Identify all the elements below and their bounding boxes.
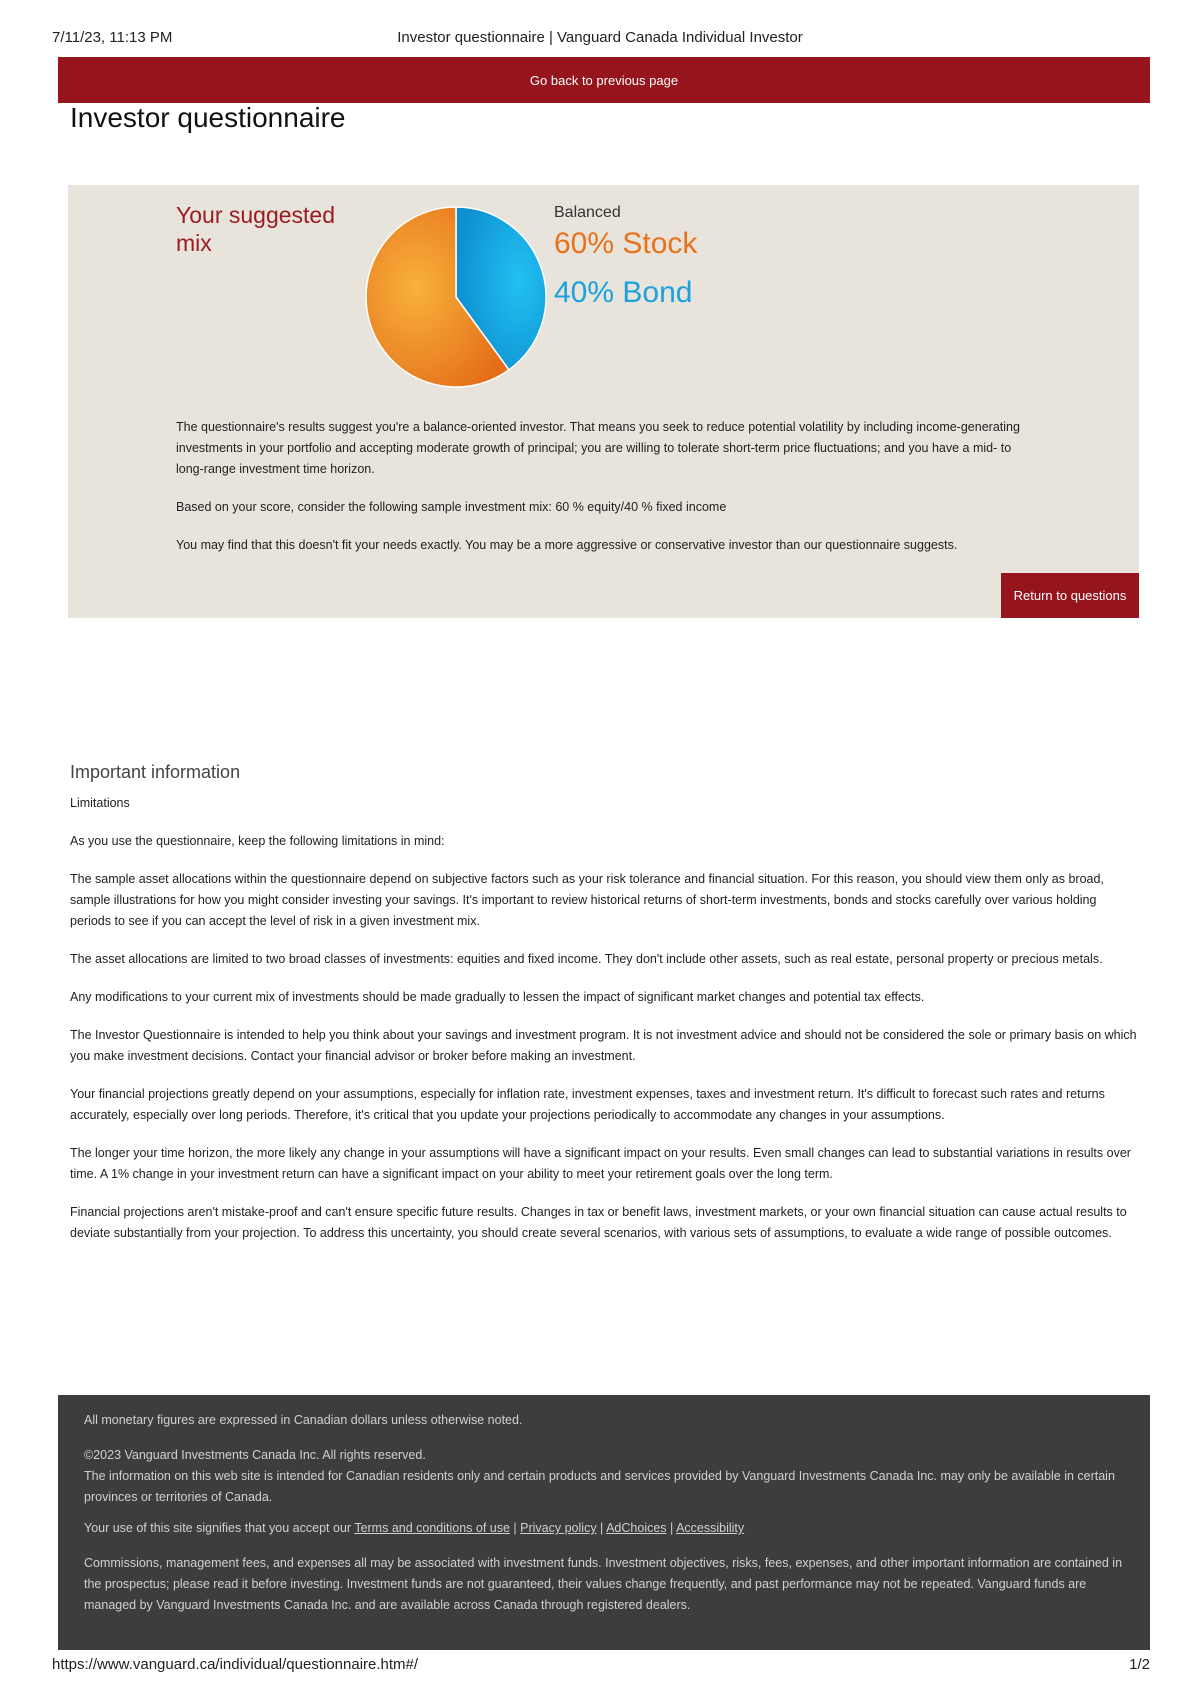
page-title: Investor questionnaire (70, 102, 346, 133)
terms-link[interactable]: Terms and conditions of use (354, 1521, 510, 1535)
important-information-heading: Important information (70, 762, 241, 782)
currency-note: All monetary figures are expressed in Canadian dollars unless otherwise noted. (84, 1413, 523, 1427)
privacy-policy-link[interactable]: Privacy policy (520, 1521, 597, 1535)
result-paragraph: Based on your score, consider the following sample investment mix: 60 % equity/40 % fixed income (176, 500, 727, 514)
limitation-paragraph: The Investor Questionnaire is intended to help you think about your savings and investment program. It is not investment advice and should not be considered the sole or primary basis on which you make investment decisions. Contact your financial advisor or broker before making an investment. (70, 1028, 1137, 1063)
terms-prefix: Your use of this site signifies that you accept our (84, 1521, 355, 1535)
site-footer (58, 1395, 1150, 1650)
print-document-title: Investor questionnaire | Vanguard Canada Individual Investor (397, 29, 803, 46)
limitation-paragraph: The asset allocations are limited to two broad classes of investments: equities and fixed income. They don't include other assets, such as real estate, personal property or precious metals. (70, 952, 1103, 966)
limitation-paragraph: Your financial projections greatly depend on your assumptions, especially for inflation rate, investment expenses, taxes and investment return. It's difficult to forecast such rates and returns accurately, especially over long periods. Therefore, it's critical that you update your projections periodically to accommodate any changes in your assumptions. (70, 1087, 1105, 1122)
print-page-number: 1/2 (1129, 1656, 1150, 1673)
back-to-previous-page-link[interactable]: Go back to previous page (58, 57, 1150, 103)
copyright-block (84, 1445, 1134, 1508)
result-description (176, 417, 1036, 573)
accessibility-link[interactable]: Accessibility (676, 1521, 745, 1535)
result-panel (68, 185, 1139, 618)
terms-line (84, 1518, 1134, 1539)
important-information-section (70, 762, 1140, 1261)
residency-note: The information on this web site is intended for Canadian residents only and certain products and services provided by Vanguard Investments Canada Inc. may only be available in certain provinces or territories of Canada. (84, 1469, 1115, 1504)
limitations-intro: As you use the questionnaire, keep the following limitations in mind: (70, 834, 445, 848)
limitation-paragraph: Financial projections aren't mistake-proof and can't ensure specific future results. Changes in tax or benefit laws, investment markets, or your own financial situation can cause actual results to deviate substantially from your projection. To address this uncertainty, you should create several scenarios, with various sets of assumptions, to evaluate a wide range of possible outcomes. (70, 1205, 1127, 1240)
print-datetime: 7/11/23, 11:13 PM (52, 29, 173, 46)
adchoices-link[interactable]: AdChoices (606, 1521, 667, 1535)
return-to-questions-button[interactable]: Return to questions (1001, 573, 1139, 618)
limitations-subheading: Limitations (70, 796, 130, 810)
limitation-paragraph: Any modifications to your current mix of investments should be made gradually to lessen the impact of significant market changes and potential tax effects. (70, 990, 925, 1004)
link-separator: | (596, 1521, 607, 1535)
allocation-pie-chart (364, 205, 548, 389)
link-separator: | (666, 1521, 677, 1535)
bond-allocation-label: 40% Bond (554, 276, 693, 309)
fund-disclaimer: Commissions, management fees, and expenses all may be associated with investment funds. Investment objectives, risks, fees, expenses, and other important information are contained in the prospectus; please read it before investing. Investment funds are not guaranteed, their values change frequently, and past performance may not be repeated. Vanguard funds are managed by Vanguard Investments Canada Inc. and are available across Canada through registered dealers. (84, 1556, 1123, 1612)
print-header (0, 0, 1200, 52)
limitation-paragraph: The longer your time horizon, the more likely any change in your assumptions will have a significant impact on your results. Even small changes can lead to substantial variations in results over time. A 1% change in your investment return can have a significant impact on your ability to meet your retirement goals over the long term. (70, 1146, 1131, 1181)
suggested-mix-heading: Your suggested mix (176, 202, 336, 256)
mix-name: Balanced (554, 204, 621, 221)
limitation-paragraph: The sample asset allocations within the questionnaire depend on subjective factors such as your risk tolerance and financial situation. For this reason, you should view them only as broad, sample illustrations for how you might consider investing your savings. It's important to review historical returns of short-term investments, bonds and stocks carefully over various holding periods to see if you can accept the level of risk in a given investment mix. (70, 872, 1104, 928)
link-separator: | (509, 1521, 521, 1535)
stock-allocation-label: 60% Stock (554, 227, 698, 260)
copyright: ©2023 Vanguard Investments Canada Inc. All rights reserved. (84, 1448, 426, 1462)
print-footer (0, 1650, 1200, 1690)
result-paragraph: The questionnaire's results suggest you're a balance-oriented investor. That means you seek to reduce potential volatility by including income-generating investments in your portfolio and accepting moderate growth of principal; you are willing to tolerate short-term price fluctuations; and you have a mid- to long-range investment time horizon. (176, 420, 1020, 476)
print-url: https://www.vanguard.ca/individual/questionnaire.htm#/ (52, 1656, 419, 1673)
result-paragraph: You may find that this doesn't fit your needs exactly. You may be a more aggressive or conservative investor than our questionnaire suggests. (176, 538, 958, 552)
